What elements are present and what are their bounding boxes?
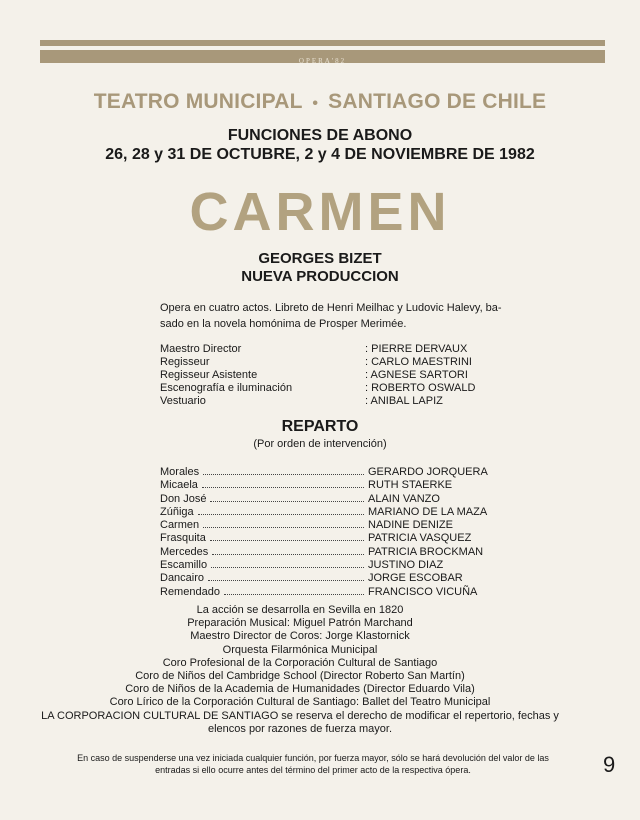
- cast-singer: PATRICIA BROCKMAN: [368, 545, 484, 558]
- opera-title: CARMEN: [189, 182, 451, 242]
- staff-row: [160, 395, 580, 408]
- description-line: sado en la novela homónima de Prosper Merimée.: [160, 318, 407, 330]
- cast-role: Micaela: [160, 479, 198, 492]
- cast-role: Escamillo: [160, 559, 208, 572]
- staff-name: : PIERRE DERVAUX: [365, 343, 468, 355]
- cast-role: Mercedes: [160, 545, 209, 558]
- header-band: [40, 50, 605, 63]
- cast-row: [160, 505, 500, 518]
- season-title: FUNCIONES DE ABONO: [227, 127, 413, 144]
- cast-singer: PATRICIA VASQUEZ: [368, 532, 472, 545]
- cast-row: [160, 585, 500, 598]
- header-rule: [40, 40, 605, 46]
- cast-row: [160, 518, 500, 531]
- leader-dots: [202, 478, 364, 488]
- cast-role: Carmen: [160, 519, 200, 532]
- credit-line: La acción se desarrolla en Sevilla en 1820: [196, 604, 404, 616]
- notice-line: En caso de suspenderse una vez iniciada cualquier función, por fuerza mayor, sólo se hará devolución del valor de las: [77, 753, 549, 763]
- description-line: Opera en cuatro actos. Libreto de Henri Meilhac y Ludovic Halevy, ba-: [160, 302, 502, 314]
- staff-row: [160, 382, 580, 395]
- credit-line: Preparación Musical: Miguel Patrón Marchand: [187, 617, 413, 630]
- venue-city: SANTIAGO DE CHILE: [328, 90, 547, 113]
- staff-name: : ANIBAL LAPIZ: [365, 395, 443, 407]
- credit-line: Coro Profesional de la Corporación Cultural de Santiago: [162, 656, 438, 669]
- leader-dots: [203, 518, 364, 528]
- cast-heading: REPARTO: [281, 418, 359, 435]
- credit-line: Orquesta Filarmónica Municipal: [222, 643, 378, 656]
- cast-singer: RUTH STAERKE: [368, 479, 453, 492]
- opera-description: [160, 300, 530, 332]
- cast-singer: FRANCISCO VICUÑA: [368, 585, 478, 598]
- cast-role: Don José: [160, 492, 207, 505]
- staff-role: Maestro Director: [160, 343, 242, 355]
- cast-role: Zúñiga: [160, 505, 194, 518]
- cast-list: [160, 465, 500, 598]
- cast-role: Frasquita: [160, 532, 206, 545]
- staff-role: Vestuario: [160, 395, 206, 407]
- cast-singer: JORGE ESCOBAR: [368, 572, 463, 585]
- cast-singer: NADINE DENIZE: [368, 519, 453, 532]
- cast-row: [160, 465, 500, 478]
- credit-line: elencos por razones de fuerza mayor.: [207, 722, 393, 735]
- cast-role: Morales: [160, 466, 200, 478]
- season-dates: [0, 126, 640, 164]
- season-date-list: 26, 28 y 31 DE OCTUBRE, 2 y 4 DE NOVIEMBRE DE 1982: [105, 146, 535, 163]
- production-credits: [0, 604, 600, 736]
- leader-dots: [211, 558, 364, 568]
- cast-singer: JUSTINO DIAZ: [368, 559, 444, 572]
- cast-singer: ALAIN VANZO: [368, 492, 440, 505]
- notice-line: entradas si ello ocurre antes del término del primer acto de la respectiva ópera.: [155, 765, 471, 775]
- venue-separator: •: [312, 95, 319, 112]
- staff-role: Regisseur Asistente: [160, 369, 258, 381]
- leader-dots: [198, 505, 364, 515]
- production-label: NUEVA PRODUCCION: [241, 268, 399, 285]
- leader-dots: [212, 545, 364, 555]
- credit-line: Maestro Director de Coros: Jorge Klastornick: [190, 630, 410, 643]
- credit-line: Coro Lírico de la Corporación Cultural de Santiago: Ballet del Teatro Municipal: [109, 696, 491, 709]
- cast-singer: MARIANO DE LA MAZA: [368, 505, 488, 518]
- composer-block: [0, 250, 640, 286]
- production-staff: [160, 343, 580, 408]
- cast-singer: GERARDO JORQUERA: [368, 466, 488, 478]
- staff-row: [160, 356, 580, 369]
- staff-role: Escenografía e iluminación: [160, 382, 293, 394]
- refund-notice: [38, 752, 588, 776]
- staff-row: [160, 369, 580, 382]
- cast-row: [160, 531, 500, 544]
- staff-role: Regisseur: [160, 356, 210, 368]
- leader-dots: [224, 585, 364, 595]
- staff-row: [160, 343, 580, 356]
- venue-name: TEATRO MUNICIPAL: [93, 90, 303, 113]
- cast-row: [160, 571, 500, 584]
- leader-dots: [203, 465, 364, 475]
- staff-name: : CARLO MAESTRINI: [365, 356, 472, 368]
- leader-dots: [208, 571, 364, 581]
- cast-role: Remendado: [160, 585, 220, 598]
- header-band-text: OPERA'82: [298, 57, 347, 65]
- cast-row: [160, 492, 500, 505]
- staff-name: : ROBERTO OSWALD: [365, 382, 476, 394]
- composer-name: GEORGES BIZET: [258, 250, 382, 267]
- cast-row: [160, 545, 500, 558]
- leader-dots: [210, 531, 364, 541]
- credit-line: LA CORPORACION CULTURAL DE SANTIAGO se reserva el derecho de modificar el repertorio, fechas y: [41, 709, 559, 722]
- leader-dots: [210, 492, 364, 502]
- cast-subheading: (Por orden de intervención): [253, 438, 387, 450]
- credit-line: Coro de Niños de la Academia de Humanidades (Director Eduardo Vila): [125, 683, 475, 696]
- staff-name: : AGNESE SARTORI: [365, 369, 468, 381]
- credit-line: Coro de Niños del Cambridge School (Director Roberto San Martín): [135, 670, 465, 683]
- venue-heading: [0, 90, 640, 114]
- cast-role: Dancairo: [160, 572, 205, 585]
- cast-row: [160, 478, 500, 491]
- cast-row: [160, 558, 500, 571]
- page-number: 9: [603, 752, 616, 777]
